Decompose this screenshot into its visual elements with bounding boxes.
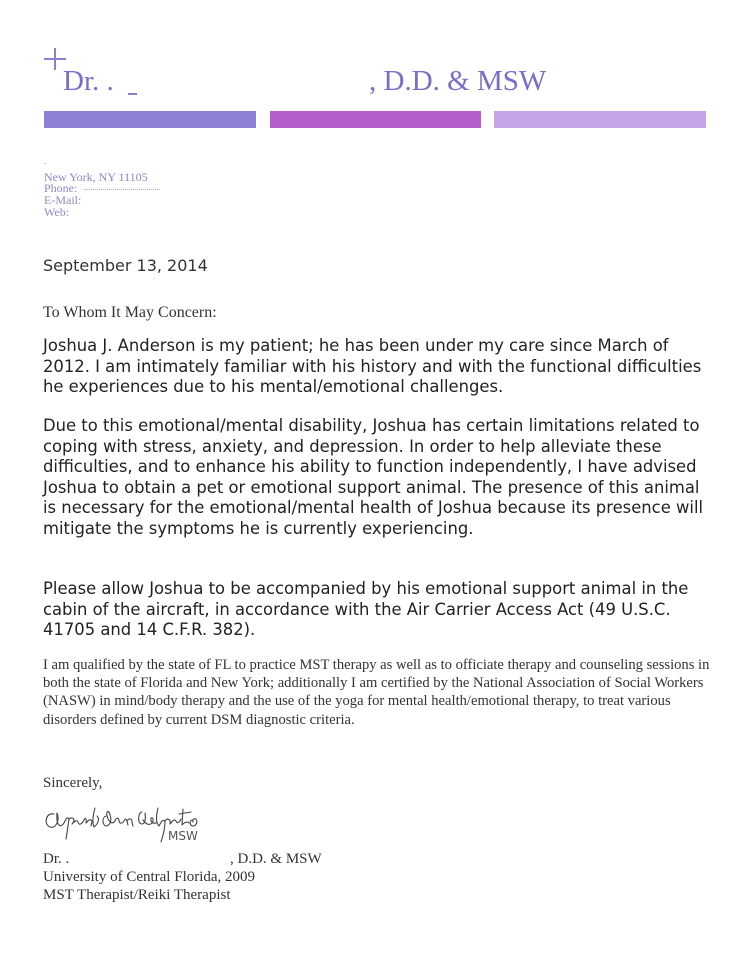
signer-name-prefix: Dr. . [43, 851, 70, 867]
salutation: To Whom It May Concern: [43, 304, 217, 321]
redaction-mark [128, 93, 137, 95]
contact-email-label: E-Mail: [44, 193, 82, 207]
signer-title: MST Therapist/Reiki Therapist [43, 887, 231, 903]
closing: Sincerely, [43, 775, 103, 791]
handwritten-signature [40, 800, 230, 846]
letterhead-name-suffix: , D.D. & MSW [369, 65, 547, 97]
paragraph-4: I am qualified by the state of FL to practice MST therapy as well as to officiate therapy and counseling sessions in both the state of Florida and New York; additionally I am certified by the National Association of Social Workers (NASW) in mind/body therapy and the use of the yoga for mental health/emotional therapy, to treat various disorders defined by current DSM diagnostic criteria. [43, 657, 710, 728]
paragraph-1: Joshua J. Anderson is my patient; he has been under my care since March of 2012. I am intimately familiar with his history and with the functional difficulties he experiences due to his mental/emotional challenges. [43, 336, 702, 397]
contact-city: New York, NY 11105 [44, 170, 148, 184]
svg-text:MSW: MSW [168, 829, 198, 843]
header-bar-1 [44, 111, 256, 128]
paragraph-3: Please allow Joshua to be accompanied by his emotional support animal in the cabin of the aircraft, in accordance with the Air Carrier Access Act (49 U.S.C. 41705 and 14 C.F.R. 382). [43, 579, 689, 640]
contact-phone-label: Phone: [44, 181, 78, 195]
redaction-mark [84, 189, 160, 190]
contact-web-label: Web: [44, 205, 70, 219]
header-bar-3 [494, 111, 706, 128]
contact-dot: . [44, 156, 47, 166]
signer-university: University of Central Florida, 2009 [43, 869, 256, 885]
letterhead-name-prefix: Dr. . [63, 65, 114, 97]
paragraph-2: Due to this emotional/mental disability, Joshua has certain limitations related to coping with stress, anxiety, and depression. In order to help alleviate these difficulties, and to enhance his ability to function independently, I have advised Joshua to obtain a pet or emotional support animal. The presence of this animal is necessary for the emotional/mental health of Joshua because its presence will mitigate the symptoms he is currently experiencing. [43, 416, 704, 538]
signer-name-suffix: , D.D. & MSW [230, 851, 322, 867]
header-bar-2 [270, 111, 481, 128]
letter-date: September 13, 2014 [43, 256, 208, 275]
